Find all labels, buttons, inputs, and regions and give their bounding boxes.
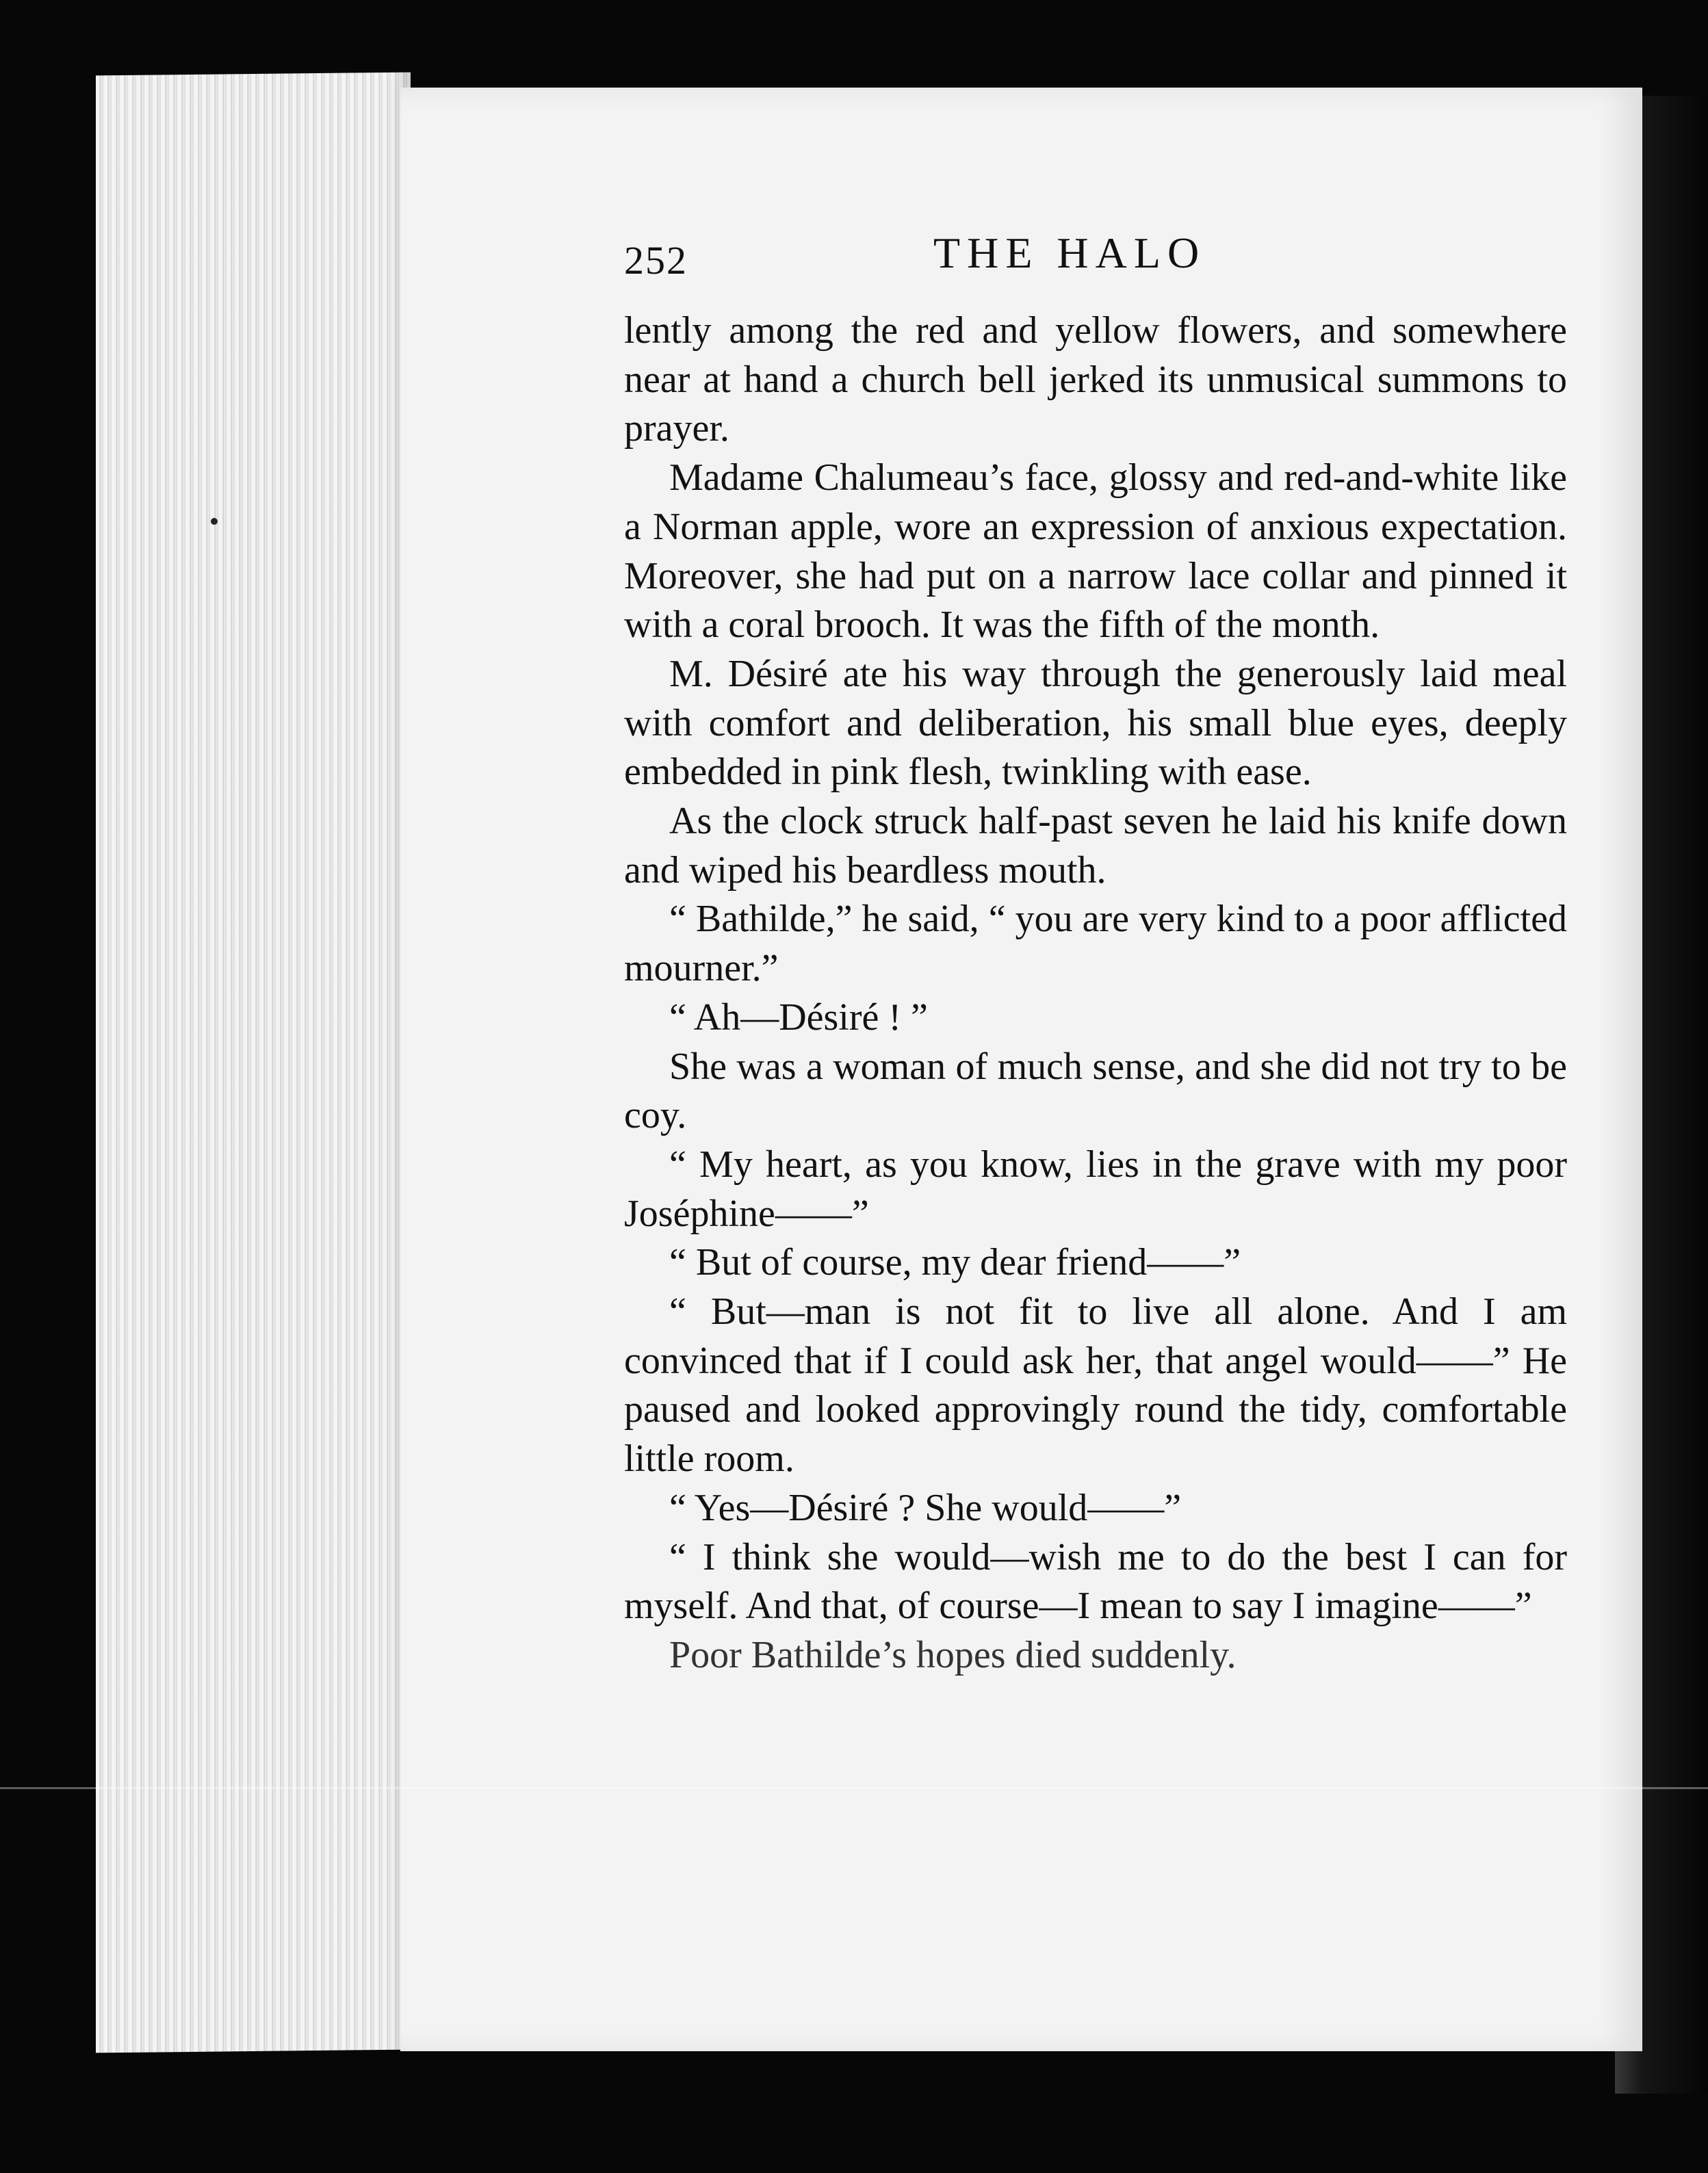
paragraph: “ Bathilde,” he said, “ you are very kind to a poor afflicted mourner.” — [624, 898, 1567, 990]
paragraph: As the clock struck half-past seven he laid his knife down and wiped his beardless mouth. — [624, 800, 1567, 892]
paragraph: M. Désiré ate his way through the generously laid meal with comfort and deliberation, his small blue eyes, deeply embedded in pink flesh, twinkling with ease. — [624, 652, 1567, 794]
paragraph: “ Ah—Désiré ! ” — [669, 996, 928, 1039]
paragraph: She was a woman of much sense, and she did not try to be coy. — [624, 1045, 1567, 1137]
body-text — [624, 307, 1567, 1680]
running-head: THE HALO — [933, 229, 1206, 277]
dust-speck — [211, 518, 218, 525]
page-number: 252 — [624, 238, 688, 283]
paragraph: “ Yes—Désiré ? She would——” — [669, 1486, 1182, 1529]
paragraph: “ I think she would—wish me to do the best I can for myself. And that, of course—I mean to say I imagine——” — [624, 1535, 1567, 1628]
paragraph: “ But of course, my dear friend——” — [669, 1241, 1241, 1284]
paragraph: Madame Chalumeau’s face, glossy and red-and-white like a Norman apple, wore an expression of anxious expectation. Moreover, she had put on a narrow lace collar and pinned it with a coral brooch. It was the fifth of the month. — [624, 456, 1567, 647]
paragraph: “ But—man is not fit to live all alone. And I am convinced that if I could ask her, that angel would——” He paused and looked approvingly round the tidy, comfortable little room. — [624, 1290, 1567, 1481]
page-header — [624, 228, 1274, 289]
paragraph: Poor Bathilde’s hopes died suddenly. — [669, 1633, 1237, 1676]
paragraph: “ My heart, as you know, lies in the grave with my poor Joséphine——” — [624, 1143, 1567, 1235]
stacked-page-edges — [96, 73, 411, 2053]
scan-artifact-line — [0, 1787, 1708, 1789]
paragraph: lently among the red and yellow flowers, and somewhere near at hand a church bell jerked its unmusical summons to prayer. — [624, 309, 1567, 450]
